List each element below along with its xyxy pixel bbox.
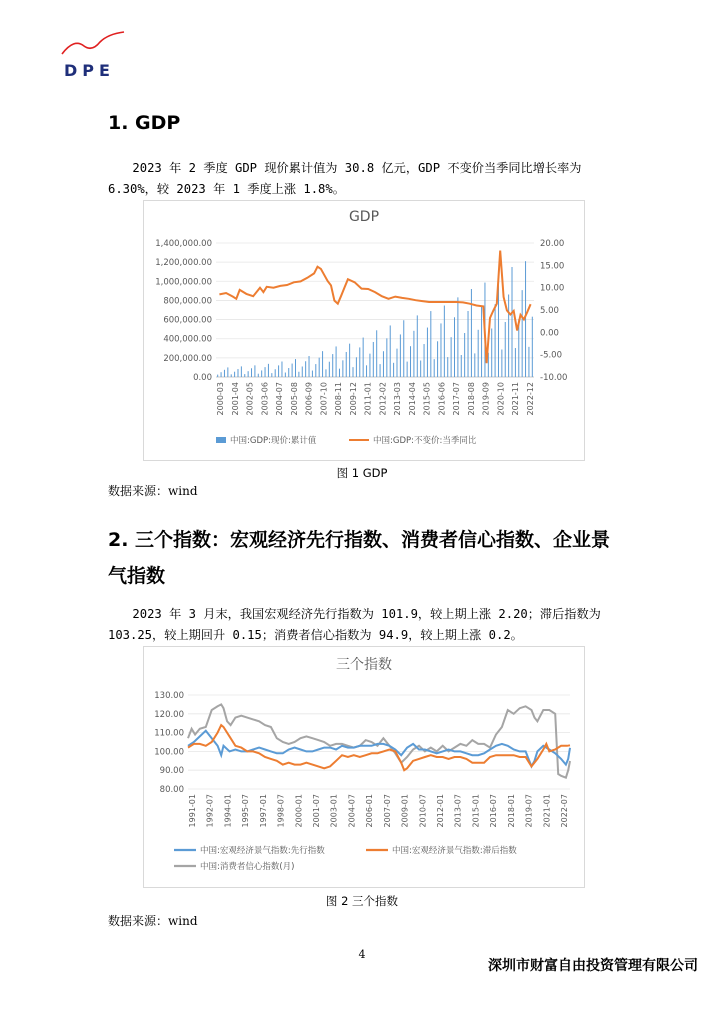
page-number: 4 [358, 948, 366, 961]
gdp-bar [380, 364, 381, 377]
gdp-bar [285, 373, 286, 377]
y-right-tick-label: 15.00 [540, 261, 565, 272]
gdp-bar [454, 317, 455, 377]
gdp-bar [217, 375, 218, 377]
x-tick-label: 2007-07 [382, 794, 392, 828]
y-left-tick-label: 1,200,000.00 [155, 258, 212, 269]
gdp-bar [478, 330, 479, 377]
figure-1-caption: 图 1 GDP [336, 466, 388, 480]
gdp-bar [298, 372, 299, 377]
x-tick-label: 2007-10 [319, 382, 329, 416]
gdp-bar [224, 370, 225, 377]
y-right-tick-label: -5.00 [540, 350, 562, 361]
gdp-bar [386, 338, 387, 377]
gdp-bar [295, 359, 296, 377]
gdp-bar [532, 317, 533, 377]
x-tick-label: 2011-01 [363, 382, 373, 416]
gdp-bar [515, 348, 516, 377]
gdp-bar [410, 346, 411, 377]
legend-label-gdp-value: 中国:GDP:现价:累计值 [230, 436, 317, 446]
gdp-bar [468, 311, 469, 377]
x-tick-label: 2005-08 [289, 382, 299, 416]
lagging-index-line [188, 725, 570, 770]
gdp-bar [251, 368, 252, 377]
gdp-bar [495, 304, 496, 377]
gdp-bar [420, 361, 421, 377]
gdp-bar [312, 371, 313, 377]
gdp-bar [248, 371, 249, 377]
y-left-tick-label: 600,000.00 [163, 315, 212, 326]
gdp-bar [464, 333, 465, 377]
gdp-bar [403, 320, 404, 377]
y-left-tick-label: 0.00 [193, 373, 212, 383]
x-tick-label: 2008-11 [334, 382, 344, 416]
y-left-tick-label: 400,000.00 [163, 334, 212, 345]
gdp-bar [359, 347, 360, 377]
gdp-bar [319, 358, 320, 377]
y-tick-label: 120.00 [154, 709, 184, 720]
x-tick-label: 2019-09 [481, 382, 491, 416]
x-tick-label: 2022-12 [526, 382, 535, 416]
gdp-bar [261, 370, 262, 377]
legend-swatch-gdp-value [216, 437, 226, 443]
x-tick-label: 2006-09 [304, 382, 314, 416]
gdp-bar [444, 306, 445, 377]
company-name: 深圳市财富自由投资管理有限公司 [488, 958, 698, 974]
x-tick-label: 2001-04 [230, 382, 240, 416]
gdp-bar [322, 351, 323, 377]
gdp-bar [325, 369, 326, 377]
x-tick-label: 2021-11 [511, 382, 521, 416]
gdp-bar [525, 261, 526, 377]
gdp-bar [342, 360, 343, 377]
x-tick-label: 2016-07 [489, 794, 499, 828]
gdp-bar [315, 364, 316, 377]
x-tick-label: 2006-01 [365, 794, 375, 828]
legend-label-lagging: 中国:宏观经济景气指数:滞后指数 [392, 846, 517, 856]
gdp-bar [461, 355, 462, 377]
x-tick-label: 1995-07 [241, 794, 251, 828]
gdp-bar [366, 365, 367, 377]
figure-2-source: 数据来源：wind [108, 914, 198, 928]
x-tick-label: 2010-07 [418, 794, 428, 828]
gdp-bar [339, 369, 340, 377]
gdp-bar [305, 361, 306, 377]
legend-label-gdp-growth: 中国:GDP:不变价:当季同比 [373, 436, 477, 446]
y-tick-label: 130.00 [154, 691, 184, 701]
y-right-tick-label: -10.00 [540, 373, 568, 383]
gdp-bar [346, 352, 347, 377]
gdp-bar [407, 362, 408, 377]
legend-label-leading: 中国:宏观经济景气指数:先行指数 [200, 846, 325, 856]
gdp-bar [353, 367, 354, 377]
three-index-chart [143, 646, 585, 888]
gdp-bar [457, 297, 458, 377]
x-tick-label: 2000-03 [216, 382, 225, 416]
x-tick-label: 2000-01 [294, 794, 304, 828]
x-tick-label: 1992-07 [205, 794, 215, 828]
x-tick-label: 1991-01 [188, 794, 197, 828]
y-right-tick-label: 0.00 [540, 328, 559, 339]
x-tick-label: 2014-04 [407, 382, 417, 416]
gdp-bar [221, 372, 222, 377]
gdp-bar [528, 347, 529, 377]
gdp-growth-line [219, 251, 530, 364]
gdp-bar [369, 354, 370, 377]
three-index-chart-svg [144, 647, 584, 887]
consumer-confidence-line [188, 704, 570, 777]
section-1-heading: 1. GDP [108, 112, 181, 134]
x-tick-label: 2013-07 [453, 794, 463, 828]
gdp-bar [430, 311, 431, 377]
gdp-bar [254, 365, 255, 377]
x-tick-label: 1997-01 [258, 794, 268, 828]
gdp-bar [234, 372, 235, 377]
gdp-bar [363, 338, 364, 377]
x-tick-label: 2012-01 [436, 794, 445, 828]
leading-index-line [188, 731, 570, 767]
gdp-bar [268, 364, 269, 377]
x-tick-label: 2018-01 [506, 794, 516, 828]
chart-2-title: 三个指数 [336, 657, 392, 673]
gdp-bar [265, 367, 266, 377]
y-right-tick-label: 5.00 [540, 306, 559, 316]
logo-text: DPE [64, 61, 115, 80]
gdp-bar [271, 373, 272, 377]
gdp-bar [471, 289, 472, 377]
x-tick-label: 2018-08 [466, 382, 476, 416]
gdp-bar [376, 330, 377, 377]
gdp-bar [356, 357, 357, 377]
gdp-bar [437, 341, 438, 377]
gdp-bar [447, 357, 448, 377]
figure-2-caption: 图 2 三个指数 [325, 894, 399, 908]
gdp-chart [143, 200, 585, 461]
gdp-bar [309, 356, 310, 377]
y-left-tick-label: 800,000.00 [163, 296, 212, 307]
chart-1-title: GDP [348, 209, 380, 225]
gdp-bar [336, 346, 337, 377]
y-tick-label: 100.00 [154, 747, 184, 758]
gdp-bar [244, 374, 245, 377]
x-tick-label: 2004-07 [347, 794, 357, 828]
section-2-heading: 2. 三个指数：宏观经济先行指数、消费者信心指数、企业景气指数 [108, 529, 611, 587]
x-tick-label: 2022-07 [560, 794, 569, 828]
gdp-bar [288, 368, 289, 377]
x-tick-label: 2001-07 [312, 794, 321, 828]
gdp-bar [390, 325, 391, 377]
gdp-bar [393, 363, 394, 377]
x-tick-label: 2009-12 [348, 382, 358, 416]
gdp-bar [383, 351, 384, 377]
x-tick-label: 2002-05 [245, 382, 255, 416]
x-tick-label: 2015-05 [422, 382, 432, 416]
x-tick-label: 1998-07 [276, 794, 286, 828]
gdp-bar [424, 344, 425, 377]
gdp-bar [231, 374, 232, 377]
gdp-bar [491, 328, 492, 377]
x-tick-label: 2020-10 [496, 382, 506, 416]
gdp-bar [373, 342, 374, 377]
gdp-bar [413, 331, 414, 377]
x-tick-label: 2021-01 [542, 794, 552, 828]
gdp-bar [227, 367, 228, 377]
company-logo [60, 30, 130, 82]
y-tick-label: 90.00 [159, 766, 184, 777]
x-tick-label: 2004-07 [275, 382, 285, 416]
gdp-bar [278, 365, 279, 377]
x-tick-label: 2015-01 [471, 794, 481, 828]
gdp-chart-svg [144, 201, 584, 460]
figure-1-source: 数据来源：wind [108, 484, 198, 498]
gdp-bar [508, 295, 509, 377]
y-left-tick-label: 1,400,000.00 [155, 239, 212, 249]
section-2-paragraph: 2023 年 3 月末，我国宏观经济先行指数为 101.9，较上期上涨 2.20；滞后指数为 103.25，较上期回升 0.15；消费者信心指数为 94.9，较上期上涨 0.2。 [108, 607, 601, 642]
gdp-bar [440, 323, 441, 377]
gdp-bar [332, 354, 333, 377]
y-tick-label: 80.00 [159, 785, 184, 795]
gdp-bar [505, 322, 506, 377]
y-right-tick-label: 20.00 [540, 239, 565, 249]
gdp-bar [241, 366, 242, 377]
x-tick-label: 2003-06 [260, 382, 270, 416]
gdp-bar [417, 315, 418, 377]
y-left-tick-label: 200,000.00 [163, 353, 212, 364]
x-tick-label: 1994-01 [223, 794, 233, 828]
gdp-bar [349, 344, 350, 377]
gdp-bar [501, 350, 502, 377]
x-tick-label: 2003-01 [329, 794, 339, 828]
x-tick-label: 2017-07 [452, 382, 462, 416]
x-tick-label: 2019-07 [524, 794, 534, 828]
gdp-bar [292, 364, 293, 377]
x-tick-label: 2012-02 [378, 382, 388, 416]
gdp-bar [481, 306, 482, 377]
gdp-bar [329, 362, 330, 377]
gdp-bar [275, 369, 276, 377]
gdp-bar [512, 267, 513, 377]
gdp-bar [396, 349, 397, 377]
legend-label-consumer-confidence: 中国:消费者信心指数(月) [200, 862, 295, 872]
gdp-bar [474, 353, 475, 377]
gdp-bar [302, 366, 303, 377]
section-1-paragraph: 2023 年 2 季度 GDP 现价累计值为 30.8 亿元，GDP 不变价当季同比增长率为 6.30%，较 2023 年 1 季度上涨 1.8%。 [108, 161, 582, 196]
x-tick-label: 2016-06 [437, 382, 447, 416]
y-right-tick-label: 10.00 [540, 283, 565, 294]
gdp-bar [258, 374, 259, 377]
gdp-bar [434, 359, 435, 377]
gdp-bar [451, 337, 452, 377]
gdp-bar [237, 369, 238, 377]
gdp-bar [281, 362, 282, 377]
gdp-bar [427, 328, 428, 377]
logo-zigzag-icon [60, 30, 130, 60]
x-tick-label: 2013-03 [393, 382, 403, 416]
gdp-bar [522, 290, 523, 377]
y-left-tick-label: 1,000,000.00 [155, 277, 212, 288]
x-tick-label: 2009-01 [400, 794, 410, 828]
y-tick-label: 110.00 [154, 728, 184, 739]
gdp-bar [400, 334, 401, 377]
